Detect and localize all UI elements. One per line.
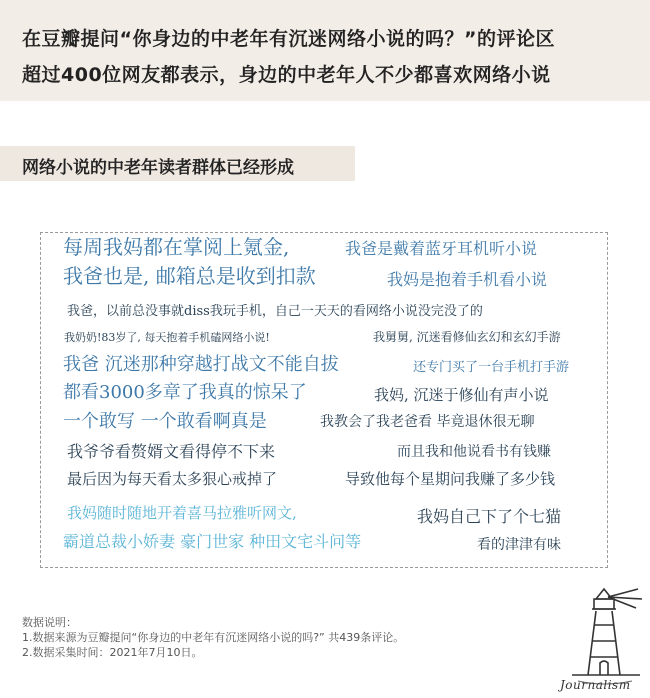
quote-item: 我爸 沉迷那种穿越打战文不能自拔 [63, 354, 339, 375]
section-bar [0, 146, 355, 181]
quote-item: 我爸，以前总没事就diss我玩手机，自己一天天的看网络小说没完没了的 [67, 304, 483, 319]
quote-item: 导致他每个星期问我赚了多少钱 [345, 470, 556, 488]
quote-item: 我爸也是, 邮箱总是收到扣款 [63, 264, 316, 288]
quote-item: 我爷爷看赘婿文看得停不下来 [67, 442, 276, 461]
quote-item: 最后因为每天看太多狠心戒掉了 [67, 470, 278, 488]
logo-text: Journalism [560, 678, 631, 692]
header-line-1: 在豆瓣提问“你身边的中老年有沉迷网络小说的吗？”的评论区 [22, 28, 555, 50]
notes-title: 数据说明： [22, 616, 77, 629]
quote-item: 每周我妈都在掌阅上氪金, [63, 235, 290, 259]
quote-item: 霸道总裁小娇妻 豪门世家 种田文宅斗问等 [63, 532, 362, 551]
quote-item: 我妈, 沉迷于修仙有声小说 [374, 386, 549, 404]
quote-item: 我教会了我老爸看 毕竟退休很无聊 [320, 414, 535, 430]
quote-item: 我妈是抱着手机看小说 [387, 270, 548, 289]
notes-item-2: 2.数据采集时间：2021年7月10日。 [22, 646, 203, 659]
quote-item: 我奶奶!83岁了, 每天抱着手机磕网络小说! [64, 331, 270, 344]
quote-item: 我爸是戴着蓝牙耳机听小说 [345, 239, 538, 258]
quote-item: 一个敢写 一个敢看啊真是 [63, 411, 267, 432]
quote-item: 我妈随时随地开着喜马拉雅听网文, [67, 504, 297, 522]
quote-item: 而且我和他说看书有钱赚 [397, 444, 551, 460]
quote-item: 我舅舅, 沉迷看修仙玄幻和玄幻手游 [373, 330, 561, 344]
section-title: 网络小说的中老年读者群体已经形成 [22, 158, 294, 178]
data-notes [22, 615, 404, 660]
header-line-2: 超过400位网友都表示，身边的中老年人不少都喜欢网络小说 [22, 64, 551, 86]
quote-item: 我妈自己下了个七猫 [417, 507, 562, 526]
notes-item-1: 1.数据来源为豆瓣提问“你身边的中老年有沉迷网络小说的吗?” 共439条评论。 [22, 631, 405, 644]
header-banner [0, 0, 650, 101]
quote-item: 看的津津有味 [477, 537, 561, 553]
quote-item: 还专门买了一台手机打手游 [413, 360, 570, 375]
quote-item: 都看3000多章了我真的惊呆了 [63, 382, 307, 403]
